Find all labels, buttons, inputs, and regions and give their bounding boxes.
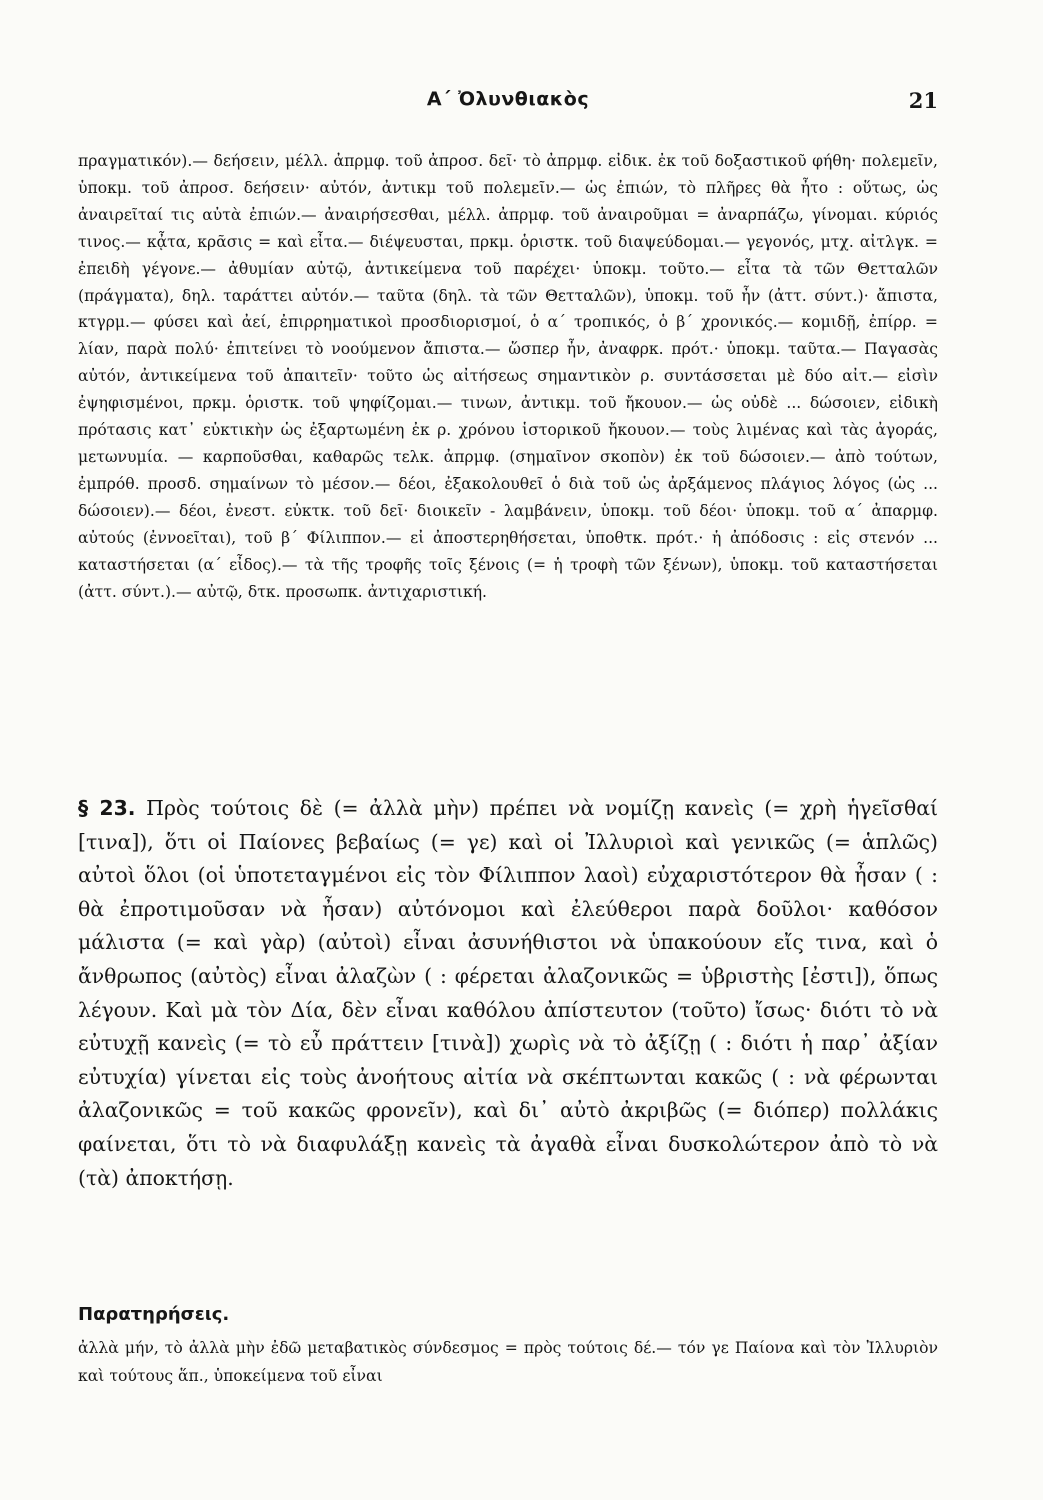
page-number: 21 [908, 88, 938, 113]
notes-block [78, 1334, 938, 1390]
section-23 [78, 792, 938, 1195]
commentary-text: πραγματικόν).— δεήσειν, μέλλ. ἀπρμφ. τοῦ ἀπροσ. δεῖ· τὸ ἀπρμφ. εἰδικ. ἐκ τοῦ δοξαστικοῦ φήθη· πολεμεῖν, ὑποκμ. τοῦ ἀπροσ. δεήσειν· αὐτόν, ἀντικμ τοῦ πολεμεῖν.— ὡς ἐπιών, τὸ πλῆρες θὰ ἦτο : οὕτως, ὡς ἀναιρεῖταί τις αὐτὰ ἐπιών.— ἀναιρήσεσθαι, μέλλ. ἀπρμφ. τοῦ ἀναιροῦμαι = ἀναρπάζω, γίνομαι. κύριός τινος.— κᾆτα, κρᾶσις = καὶ εἶτα.— διέψευσται, πρκμ. ὁριστκ. τοῦ διαψεύδομαι.— γεγονός, μτχ. αἰτλγκ. = ἐπειδὴ γέγονε.— ἀθυμίαν αὐτῷ, ἀντικείμενα τοῦ παρέχει· ὑποκμ. τοῦτο.— εἶτα τὰ τῶν Θετταλῶν (πράγματα), δηλ. ταράττει αὐτόν.— ταῦτα (δηλ. τὰ τῶν Θετταλῶν), ὑποκμ. τοῦ ἦν (ἀττ. σύντ.)· ἄπιστα, κτγρμ.— φύσει καὶ ἀεί, ἐπιρρηματικοὶ προσδιορισμοί, ὁ α΄ τροπικός, ὁ β΄ χρονικός.— κομιδῇ, ἐπίρρ. = λίαν, παρὰ πολύ· ἐπιτείνει τὸ νοούμενον ἄπιστα.— ὥσπερ ἦν, ἀναφρκ. πρότ.· ὑποκμ. ταῦτα.— Παγασὰς αὐτόν, ἀντικείμενα τοῦ ἀπαιτεῖν· τοῦτο ὡς αἰτήσεως σημαντικὸν ρ. συντάσσεται μὲ δύο αἰτ.— εἰσὶν ἐψηφισμένοι, πρκμ. ὁριστκ. τοῦ ψηφίζομαι.— τινων, ἀντικμ. τοῦ ἤκουον.— ὡς οὐδὲ ... δώσοιεν, εἰδικὴ πρότασις κατ᾽ εὐκτικὴν ὡς ἐξαρτωμένη ἐκ ρ. χρόνου ἱστορικοῦ ἤκουον.— τοὺς λιμένας καὶ τὰς ἀγοράς, μετωνυμία. — καρποῦσθαι, καθαρῶς τελκ. ἀπρμφ. (σημαῖνον σκοπὸν) ἐκ τοῦ δώσοιεν.— ἀπὸ τούτων, ἐμπρόθ. προσδ. σημαίνων τὸ μέσον.— δέοι, ἐξακολουθεῖ ὁ διὰ τοῦ ὡς ἀρξάμενος πλάγιος λόγος (ὡς ... δώσοιεν).— δέοι, ἐνεστ. εὐκτκ. τοῦ δεῖ· διοικεῖν - λαμβάνειν, ὑποκμ. τοῦ δέοι· ὑποκμ. τοῦ α΄ ἀπαρμφ. αὐτούς (ἐννοεῖται), τοῦ β΄ Φίλιππον.— εἰ ἀποστερηθήσεται, ὑποθτκ. πρότ.· ἡ ἀπόδοσις : εἰς στενόν ... καταστήσεται (α΄ εἶδος).— τὰ τῆς τροφῆς τοῖς ξένοις (= ἡ τροφὴ τῶν ξένων), ὑποκμ. τοῦ καταστήσεται (ἀττ. σύντ.).— αὐτῷ, δτκ. προσωπκ. ἀντιχαριστική. [78, 152, 938, 601]
notes-heading: Παρατηρήσεις. [78, 1304, 230, 1325]
section-number: § 23. [78, 796, 136, 820]
section-text: Πρὸς τούτοις δὲ (= ἀλλὰ μὴν) πρέπει νὰ νομίζῃ κανεὶς (= χρὴ ἡγεῖσθαί [τινα]), ὅτι οἱ Παίονες βεβαίως (= γε) καὶ οἱ Ἰλλυριοὶ καὶ γενικῶς (= ἁπλῶς) αὐτοὶ ὅλοι (οἱ ὑποτεταγμένοι εἰς τὸν Φίλιππον λαοὶ) εὐχαριστότερον θὰ ἦσαν ( : θὰ ἐπροτιμοῦσαν νὰ ἦσαν) αὐτόνομοι καὶ ἐλεύθεροι παρὰ δοῦλοι· καθόσον μάλιστα (= καὶ γὰρ) (αὐτοὶ) εἶναι ἀσυνήθιστοι νὰ ὑπακούουν εἴς τινα, καὶ ὁ ἄνθρωπος (αὐτὸς) εἶναι ἀλαζὼν ( : φέρεται ἀλαζονικῶς = ὑβριστὴς [ἐστι]), ὅπως λέγουν. Καὶ μὰ τὸν Δία, δὲν εἶναι καθόλου ἀπίστευτον (τοῦτο) ἴσως· διότι τὸ νὰ εὐτυχῇ κανεὶς (= τὸ εὖ πράττειν [τινὰ]) χωρὶς νὰ τὸ ἀξίζῃ ( : διότι ἡ παρ᾽ ἀξίαν εὐτυχία) γίνεται εἰς τοὺς ἀνοήτους αἰτία νὰ σκέπτωνται κακῶς ( : νὰ φέρωνται ἀλαζονικῶς = τοῦ κακῶς φρονεῖν), καὶ δι᾽ αὐτὸ ἀκριβῶς (= διόπερ) πολλάκις φαίνεται, ὅτι τὸ νὰ διαφυλάξῃ κανεὶς τὰ ἀγαθὰ εἶναι δυσκολώτερον ἀπὸ τὸ νὰ (τὰ) ἀποκτήσῃ. [78, 796, 938, 1190]
page-header [78, 88, 938, 118]
commentary-block [78, 148, 938, 605]
notes-text: ἀλλὰ μήν, τὸ ἀλλὰ μὴν ἐδῶ μεταβατικὸς σύνδεσμος = πρὸς τούτοις δέ.— τόν γε Παίονα καὶ τὸν Ἰλλυριὸν καὶ τούτους ἅπ., ὑποκείμενα τοῦ εἶναι [78, 1339, 938, 1385]
section-paragraph [78, 792, 938, 1195]
running-title: Α΄ Ὀλυνθιακὸς [426, 88, 590, 110]
